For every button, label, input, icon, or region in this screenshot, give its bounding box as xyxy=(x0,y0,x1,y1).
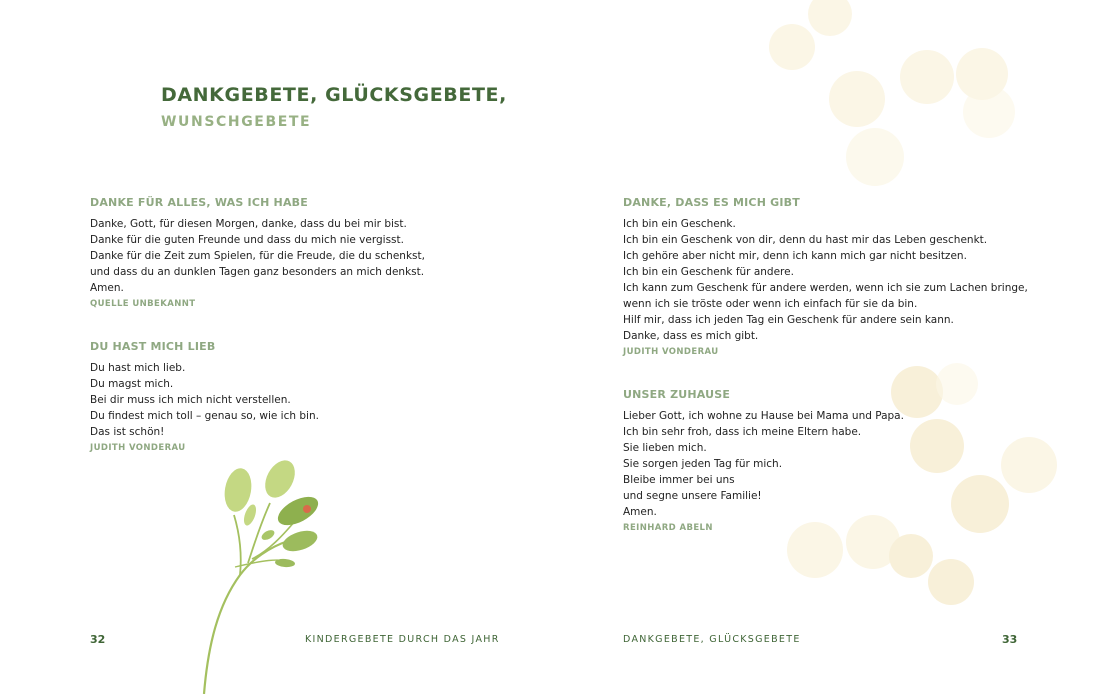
poem-danke-fuer-alles xyxy=(90,196,425,310)
poem-line: Danke, dass es mich gibt. xyxy=(623,330,759,342)
poem-title: DU HAST MICH LIEB xyxy=(90,340,216,353)
poem-du-hast-mich-lieb xyxy=(90,340,319,454)
poem-line: Sie sorgen jeden Tag für mich. xyxy=(623,458,783,470)
poem-lines xyxy=(90,216,425,296)
poem-line: Bei dir muss ich mich nicht verstellen. xyxy=(90,394,291,406)
poem-line: und segne unsere Familie! xyxy=(623,490,762,502)
poem-line: Das ist schön! xyxy=(90,426,165,438)
poem-danke-dass-es-mich-gibt xyxy=(623,196,1028,358)
poem-line: Du magst mich. xyxy=(90,378,174,390)
poem-line: und dass du an dunklen Tagen ganz besonders an mich denkst. xyxy=(90,266,425,278)
poem-line: Du hast mich lieb. xyxy=(90,362,186,374)
running-title-left: KINDERGEBETE DURCH DAS JAHR xyxy=(305,634,500,645)
poem-line: Ich bin ein Geschenk von dir, denn du hast mir das Leben geschenkt. xyxy=(623,234,988,246)
poem-lines xyxy=(623,216,1028,344)
poem-line: Amen. xyxy=(90,282,124,294)
poem-line: Ich bin ein Geschenk. xyxy=(623,218,736,230)
poem-line: Danke für die guten Freunde und dass du mich nie vergisst. xyxy=(90,234,404,246)
running-title-right: DANKGEBETE, GLÜCKSGEBETE xyxy=(623,634,801,645)
poem-title: DANKE, DASS ES MICH GIBT xyxy=(623,196,800,209)
poem-line: Sie lieben mich. xyxy=(623,442,707,454)
poem-line: Ich kann zum Geschenk für andere werden, wenn ich sie zum Lachen bringe, xyxy=(623,282,1028,294)
dot-icon xyxy=(846,128,904,186)
dot-icon xyxy=(829,71,885,127)
chapter-subtitle: WUNSCHGEBETE xyxy=(161,114,312,130)
poem-line: Ich bin ein Geschenk für andere. xyxy=(623,266,794,278)
poem-line: Bleibe immer bei uns xyxy=(623,474,735,486)
dot-icon xyxy=(910,419,964,473)
poem-line: Hilf mir, dass ich jeden Tag ein Geschenk für andere sein kann. xyxy=(623,314,954,326)
poem-lines xyxy=(90,360,319,440)
poem-line: Lieber Gott, ich wohne zu Hause bei Mama und Papa. xyxy=(623,410,904,422)
poem-author: JUDITH VONDERAU xyxy=(90,443,186,453)
dot-icon xyxy=(1001,437,1057,493)
dot-icon xyxy=(769,24,815,70)
dot-icon xyxy=(900,50,954,104)
poem-author: QUELLE UNBEKANNT xyxy=(90,299,196,309)
dot-icon xyxy=(928,559,974,605)
poem-line: Ich gehöre aber nicht mir, denn ich kann mich gar nicht besitzen. xyxy=(623,250,967,262)
dot-icon xyxy=(889,534,933,578)
dot-icon xyxy=(808,0,852,36)
dot-icon xyxy=(951,475,1009,533)
dot-icon xyxy=(936,363,978,405)
poem-line: wenn ich sie tröste oder wenn ich einfach für sie da bin. xyxy=(623,298,918,310)
poem-line: Ich bin sehr froh, dass ich meine Eltern habe. xyxy=(623,426,862,438)
poem-title: DANKE FÜR ALLES, WAS ICH HABE xyxy=(90,196,308,209)
dot-icon xyxy=(963,86,1015,138)
poem-author: JUDITH VONDERAU xyxy=(623,347,719,357)
poem-unser-zuhause xyxy=(623,388,904,534)
page-number-right: 33 xyxy=(1002,633,1018,646)
leafy-sprig-icon xyxy=(190,455,330,694)
poem-author: REINHARD ABELN xyxy=(623,523,713,533)
poem-line: Danke für die Zeit zum Spielen, für die Freude, die du schenkst, xyxy=(90,250,425,262)
poem-line: Du findest mich toll – genau so, wie ich bin. xyxy=(90,410,319,422)
poem-line: Danke, Gott, für diesen Morgen, danke, dass du bei mir bist. xyxy=(90,218,407,230)
poem-lines xyxy=(623,408,904,520)
chapter-title: DANKGEBETE, GLÜCKSGEBETE, xyxy=(161,84,507,106)
page-number-left: 32 xyxy=(90,633,106,646)
poem-title: UNSER ZUHAUSE xyxy=(623,388,731,401)
poem-line: Amen. xyxy=(623,506,657,518)
